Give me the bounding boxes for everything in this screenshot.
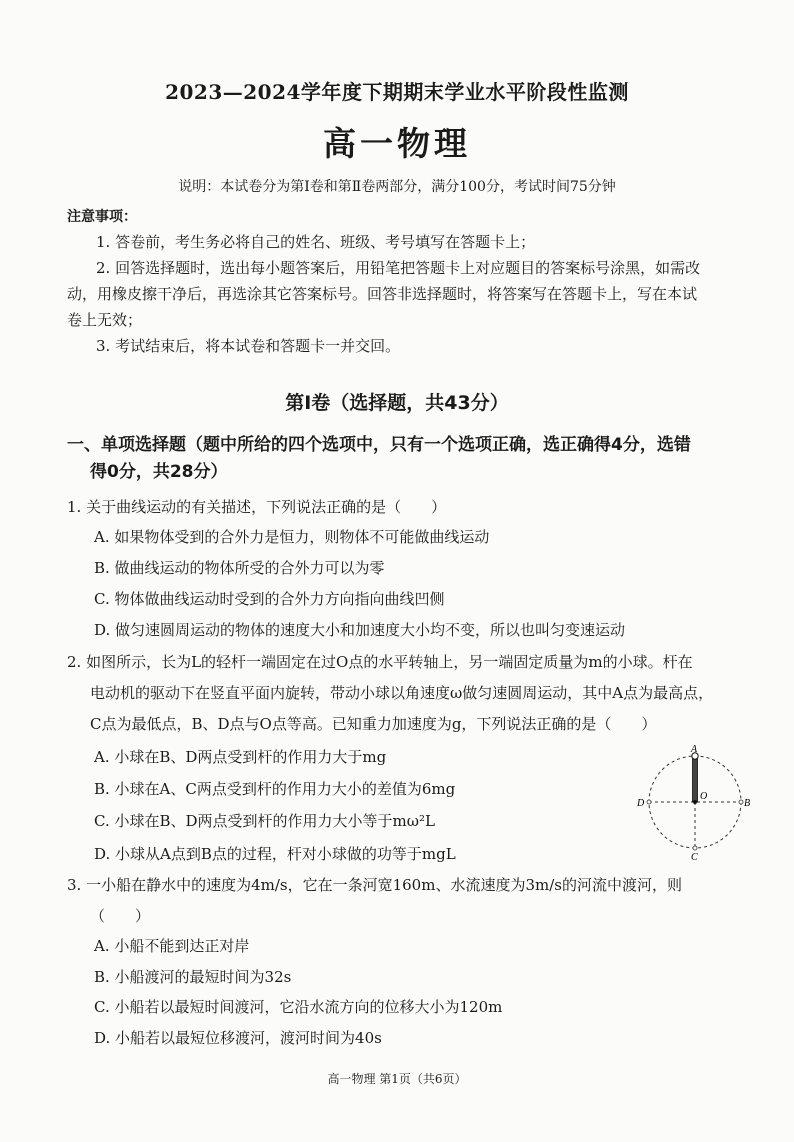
question-2-option-b: B. 小球在A、C两点受到杆的作用力大小的差值为6mg [94, 780, 456, 798]
question-1-stem: 1. 关于曲线运动的有关描述，下列说法正确的是（ ） [67, 498, 447, 516]
question-1-option-a: A. 如果物体受到的合外力是恒力，则物体不可能做曲线运动 [94, 528, 490, 546]
exam-year-title: 2023—2024学年度下期期末学业水平阶段性监测 [165, 80, 629, 104]
label-o: O [700, 791, 708, 802]
label-c: C [691, 852, 698, 862]
question-2-option-d: D. 小球从A点到B点的过程，杆对小球做的功等于mgL [94, 845, 456, 863]
page-footer: 高一物理 第1页（共6页） [327, 1072, 467, 1086]
section-title: 第Ⅰ卷（选择题，共43分） [285, 392, 509, 414]
point-c-marker [693, 846, 697, 850]
point-d-marker [647, 800, 651, 804]
label-a: A [691, 744, 698, 755]
part-heading: 一、单项选择题（题中所给的四个选项中，只有一个选项正确，选正确得4分，选错 [67, 435, 691, 455]
notice-line: 卷上无效； [67, 311, 143, 329]
question-1-option-d: D. 做匀速圆周运动的物体的速度大小和加速度大小均不变，所以也叫匀变速运动 [94, 621, 626, 639]
point-b-marker [739, 800, 743, 804]
question-3-option-b: B. 小船渡河的最短时间为32s [94, 968, 292, 986]
question-3-stem-cont: （ ） [90, 907, 151, 925]
question-3-option-c: C. 小船若以最短时间渡河，它沿水流方向的位移大小为120m [94, 998, 503, 1016]
question-3-option-d: D. 小船若以最短位移渡河，渡河时间为40s [94, 1029, 382, 1047]
circular-motion-figure [628, 744, 758, 862]
question-3-stem: 3. 一小船在静水中的速度为4m/s，它在一条河宽160m、水流速度为3m/s的河流中渡河，则 [67, 876, 682, 894]
question-2-stem-cont: C点为最低点，B、D点与O点等高。已知重力加速度为g，下列说法正确的是（ ） [90, 715, 657, 733]
notice-line: 3. 考试结束后，将本试卷和答题卡一并交回。 [96, 337, 401, 355]
part-heading-cont: 得0分，共28分） [90, 462, 228, 482]
exam-subject-title: 高一物理 [323, 124, 471, 163]
light-rod [693, 756, 698, 802]
question-2-option-a: A. 小球在B、D两点受到杆的作用力大于mg [94, 748, 387, 766]
question-2-stem-cont: 电动机的驱动下在竖直平面内旋转，带动小球以角速度ω做匀速圆周运动，其中A点为最高点， [90, 684, 714, 702]
notice-title: 注意事项： [67, 209, 137, 225]
question-1-option-b: B. 做曲线运动的物体所受的合外力可以为零 [94, 559, 385, 577]
label-b: B [744, 798, 751, 809]
exam-intro: 说明：本试卷分为第Ⅰ卷和第Ⅱ卷两部分，满分100分，考试时间75分钟 [178, 179, 616, 195]
question-2-stem: 2. 如图所示，长为L的轻杆一端固定在过O点的水平转轴上，另一端固定质量为m的小球。杆在 [67, 653, 693, 671]
question-1-option-c: C. 物体做曲线运动时受到的合外力方向指向曲线凹侧 [94, 590, 445, 608]
notice-line: 动，用橡皮擦干净后，再选涂其它答案标号。回答非选择题时，将答案写在答题卡上，写在本试 [67, 285, 698, 303]
label-d: D [637, 798, 645, 809]
notice-line: 1. 答卷前，考生务必将自己的姓名、班级、考号填写在答题卡上； [96, 233, 536, 251]
question-2-option-c: C. 小球在B、D两点受到杆的作用力大小等于mω²L [94, 812, 435, 830]
question-3-option-a: A. 小船不能到达正对岸 [94, 937, 250, 955]
pivot-point [693, 800, 697, 804]
notice-line: 2. 回答选择题时，选出每小题答案后，用铅笔把答题卡上对应题目的答案标号涂黑，如需改 [96, 259, 701, 277]
